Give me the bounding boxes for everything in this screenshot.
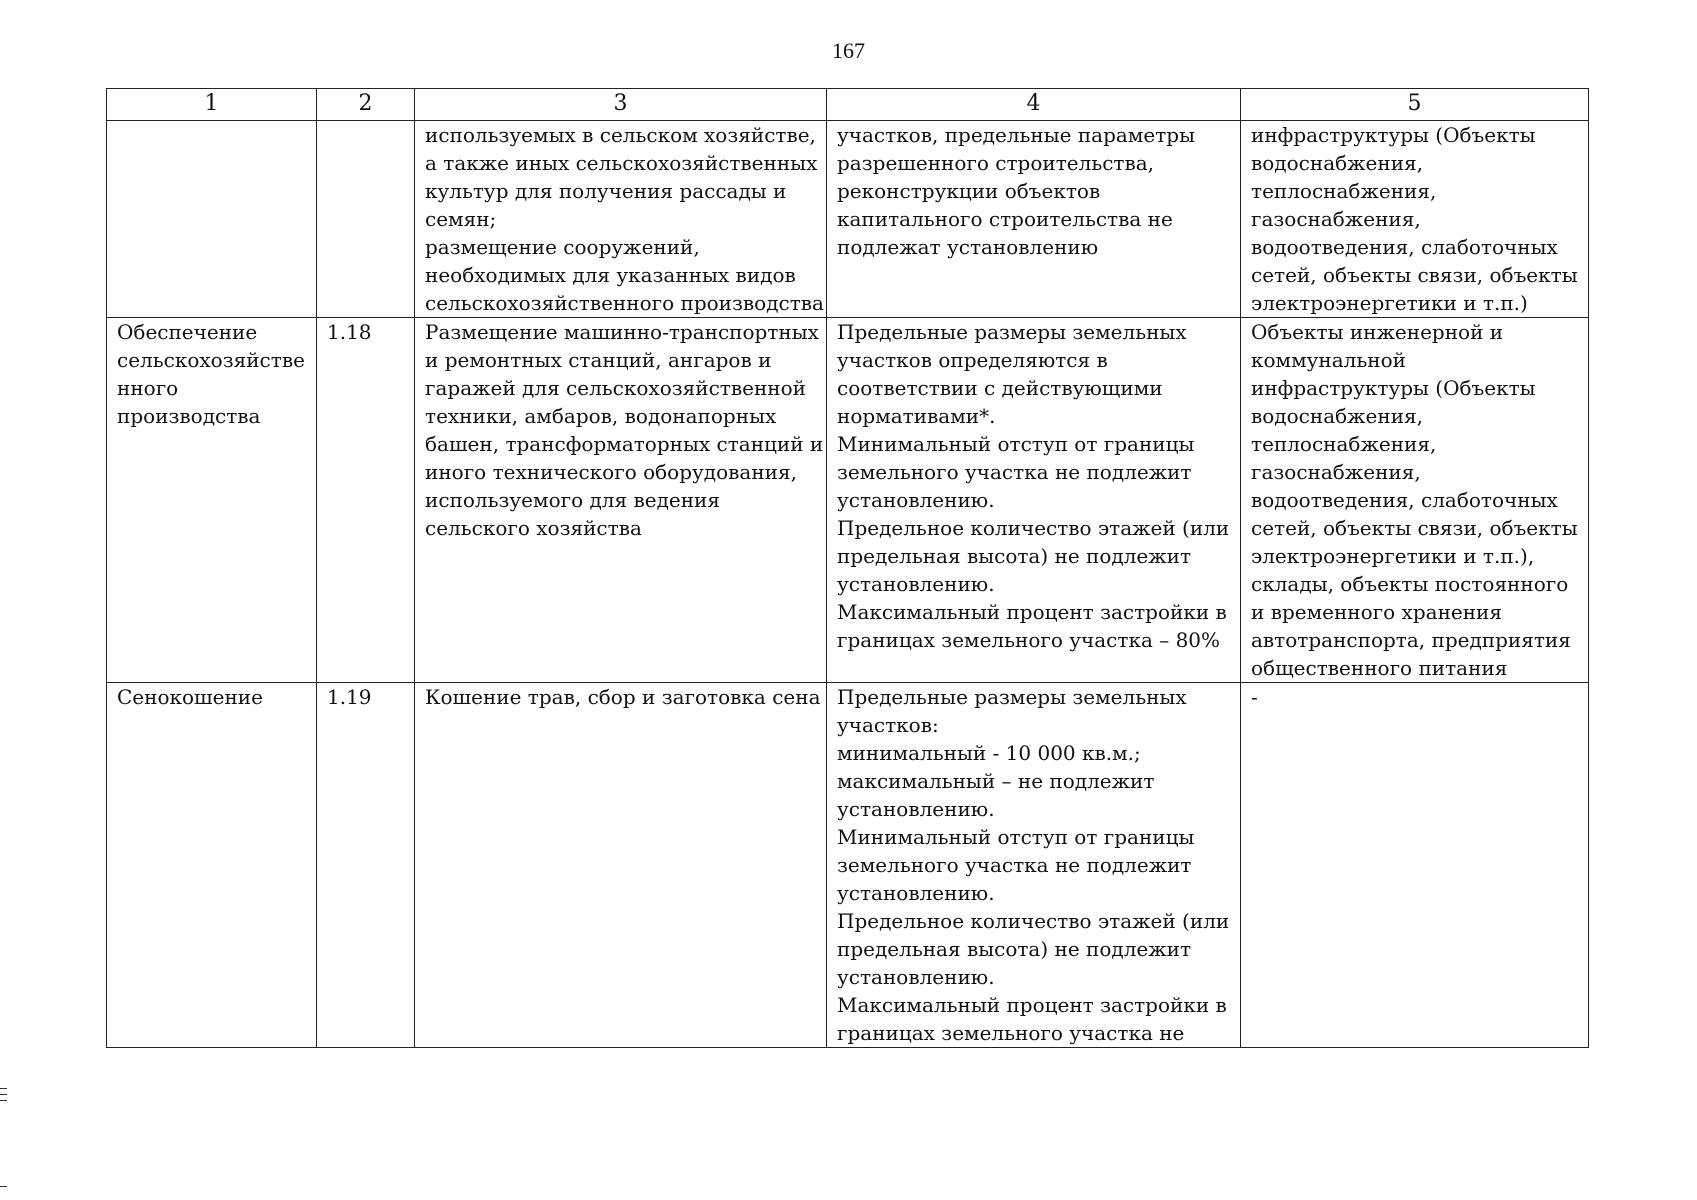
table-row	[107, 683, 1589, 1048]
cell-text-line: водоснабжения,	[1251, 404, 1424, 428]
cell-text-line: Предельное количество этажей (или	[837, 516, 1230, 540]
cell-text-line: установлению.	[837, 965, 995, 989]
code-cell	[317, 318, 415, 683]
cell-text-line: Предельное количество этажей (или	[837, 909, 1230, 933]
cell-text-line: максимальный – не подлежит	[837, 769, 1155, 793]
column-header-4: 4	[827, 89, 1241, 121]
cell-text-line: коммунальной	[1251, 348, 1406, 372]
cell-text-line: сетей, объекты связи, объекты	[1251, 516, 1578, 540]
cell-text-line: автотранспорта, предприятия	[1251, 628, 1571, 652]
description-cell	[415, 121, 827, 318]
land-use-table	[106, 88, 1589, 1048]
cell-text-line: теплоснабжения,	[1251, 432, 1437, 456]
cell-text-line: Сенокошение	[117, 685, 263, 709]
cell-text-line: используемых в сельском хозяйстве,	[425, 123, 816, 147]
cell-text-line: установлению.	[837, 881, 995, 905]
cell-text-line: газоснабжения,	[1251, 460, 1421, 484]
column-header-3: 3	[415, 89, 827, 121]
cell-text-line: Минимальный отступ от границы	[837, 825, 1195, 849]
cell-text-line: установлению.	[837, 488, 995, 512]
cell-text-line: Обеспечение	[117, 320, 258, 344]
table-header-row	[107, 89, 1589, 121]
scan-edge-mark	[0, 1094, 7, 1095]
cell-text-line: подлежат установлению	[837, 235, 1099, 259]
cell-text-line: нормативами*.	[837, 404, 996, 428]
cell-text-line: необходимых для указанных видов	[425, 263, 796, 287]
cell-text-line: разрешенного строительства,	[837, 151, 1155, 175]
scan-edge-mark	[0, 1186, 7, 1187]
name-cell	[107, 318, 317, 683]
cell-text-line: предельная высота) не подлежит	[837, 544, 1192, 568]
cell-text-line: общественного питания	[1251, 656, 1508, 680]
cell-text-line: установлению.	[837, 797, 995, 821]
cell-text-line: гаражей для сельскохозяйственной	[425, 376, 806, 400]
name-cell	[107, 683, 317, 1048]
auxiliary-cell	[1241, 318, 1589, 683]
cell-text-line: сетей, объекты связи, объекты	[1251, 263, 1578, 287]
cell-text-line: границах земельного участка – 80%	[837, 628, 1221, 652]
cell-text-line: участков:	[837, 713, 939, 737]
cell-text-line: газоснабжения,	[1251, 207, 1421, 231]
auxiliary-cell	[1241, 121, 1589, 318]
cell-text-line: башен, трансформаторных станций и	[425, 432, 824, 456]
scan-edge-mark	[0, 1088, 7, 1089]
column-header-5: 5	[1241, 89, 1589, 121]
parameters-cell	[827, 121, 1241, 318]
cell-text-line: Предельные размеры земельных	[837, 685, 1187, 709]
cell-text-line: Предельные размеры земельных	[837, 320, 1187, 344]
cell-text-line: склады, объекты постоянного	[1251, 572, 1569, 596]
cell-text-line: электроэнергетики и т.п.)	[1251, 291, 1528, 315]
cell-text-line: культур для получения рассады и	[425, 179, 787, 203]
cell-text-line: участков, предельные параметры	[837, 123, 1196, 147]
description-cell	[415, 683, 827, 1048]
cell-text-line: инфраструктуры (Объекты	[1251, 376, 1536, 400]
cell-text-line: Размещение машинно-транспортных	[425, 320, 819, 344]
cell-text-line: сельского хозяйства	[425, 516, 642, 540]
cell-text-line: и временного хранения	[1251, 600, 1503, 624]
cell-text-line: техники, амбаров, водонапорных	[425, 404, 777, 428]
cell-text-line: электроэнергетики и т.п.),	[1251, 544, 1535, 568]
cell-text-line: минимальный - 10 000 кв.м.;	[837, 741, 1141, 765]
cell-text-line: Максимальный процент застройки в	[837, 600, 1227, 624]
cell-text-line: Минимальный отступ от границы	[837, 432, 1195, 456]
cell-text-line: используемого для ведения	[425, 488, 720, 512]
cell-text-line: реконструкции объектов	[837, 179, 1101, 203]
parameters-cell	[827, 683, 1241, 1048]
cell-text-line: установлению.	[837, 572, 995, 596]
cell-text-line: водоотведения, слаботочных	[1251, 235, 1558, 259]
cell-text-line: земельного участка не подлежит	[837, 460, 1192, 484]
cell-text-line: нного	[117, 376, 179, 400]
table-row	[107, 121, 1589, 318]
code-cell	[317, 121, 415, 318]
parameters-cell	[827, 318, 1241, 683]
cell-text-line: семян;	[425, 207, 497, 231]
cell-text-line: инфраструктуры (Объекты	[1251, 123, 1536, 147]
description-cell	[415, 318, 827, 683]
cell-text-line: предельная высота) не подлежит	[837, 937, 1192, 961]
cell-text-line: участков определяются в	[837, 348, 1108, 372]
scan-edge-mark	[0, 1100, 7, 1101]
cell-text-line: водоотведения, слаботочных	[1251, 488, 1558, 512]
name-cell	[107, 121, 317, 318]
cell-text-line: водоснабжения,	[1251, 151, 1424, 175]
cell-text-line: и ремонтных станций, ангаров и	[425, 348, 772, 372]
cell-text-line: -	[1251, 685, 1258, 709]
cell-text-line: производства	[117, 404, 261, 428]
cell-text-line: Максимальный процент застройки в	[837, 993, 1227, 1017]
cell-text-line: иного технического оборудования,	[425, 460, 797, 484]
column-header-1: 1	[107, 89, 317, 121]
cell-text-line: капитального строительства не	[837, 207, 1173, 231]
cell-text-line: сельскохозяйственного производства	[425, 291, 824, 315]
cell-text-line: земельного участка не подлежит	[837, 853, 1192, 877]
cell-text-line: теплоснабжения,	[1251, 179, 1437, 203]
code-cell	[317, 683, 415, 1048]
cell-text-line: а также иных сельскохозяйственных	[425, 151, 818, 175]
cell-text-line: Объекты инженерной и	[1251, 320, 1504, 344]
cell-text-line: 1.18	[327, 320, 372, 344]
cell-text-line: 1.19	[327, 685, 372, 709]
cell-text-line: соответствии с действующими	[837, 376, 1163, 400]
cell-text-line: сельскохозяйстве	[117, 348, 305, 372]
cell-text-line: границах земельного участка не	[837, 1021, 1185, 1045]
auxiliary-cell	[1241, 683, 1589, 1048]
table-row	[107, 318, 1589, 683]
cell-text-line: размещение сооружений,	[425, 235, 700, 259]
page-number: 167	[832, 38, 865, 63]
column-header-2: 2	[317, 89, 415, 121]
cell-text-line: Кошение трав, сбор и заготовка сена	[425, 685, 821, 709]
